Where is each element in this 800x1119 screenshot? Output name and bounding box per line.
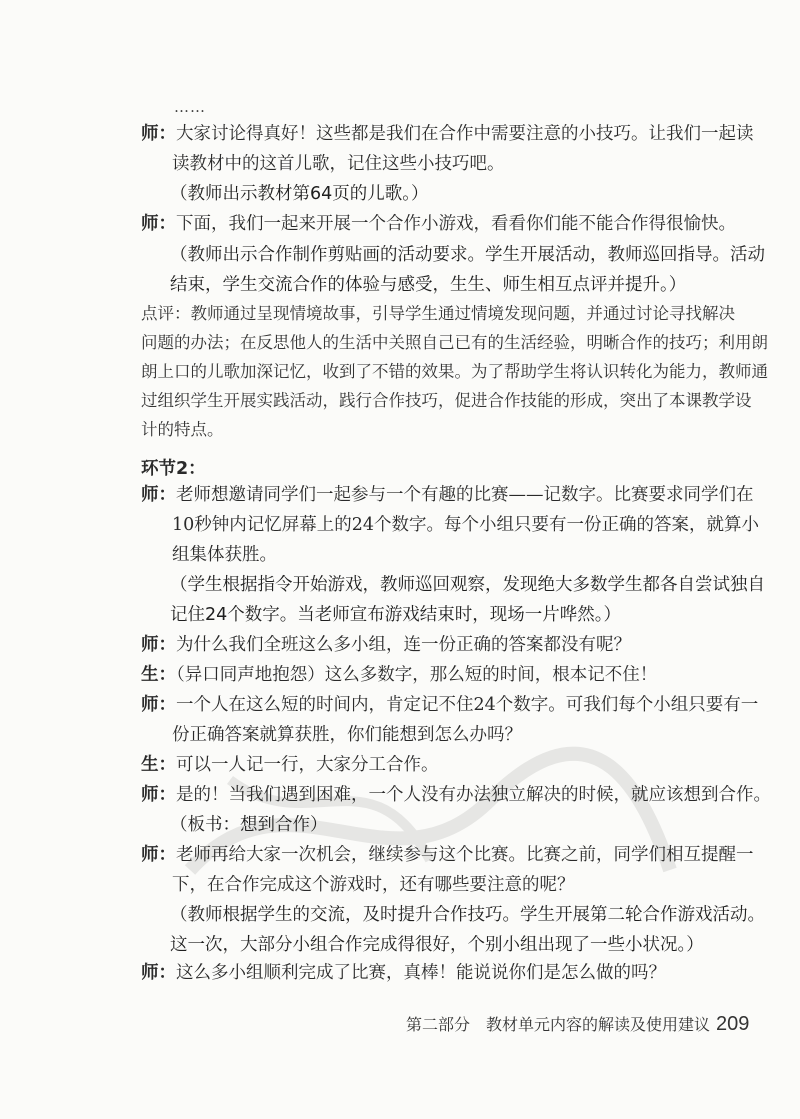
dialog-line [141,480,754,510]
dialog-line [141,690,759,720]
comment-line: 朗上口的儿歌加深记忆，收到了不错的效果。为了帮助学生将认识转化为能力，教师通 [141,362,768,381]
dialog-text: 下面，我们一起来开展一个合作小游戏，看看你们能不能合作得很愉快。 [176,214,736,234]
dialog-text: 是的！当我们遇到困难，一个人没有办法独立解决的时候，就应该想到合作。 [176,785,771,805]
stage-direction: （学生根据指令开始游戏，教师巡回观察，发现绝大多数学生都各自尝试独自 [170,575,765,595]
stage-direction: 结束，学生交流合作的体验与感受，生生、师生相互点评并提升。） [170,275,687,295]
comment-line: 点评：教师通过呈现情境故事，引导学生通过情境发现问题，并通过讨论寻找解决 [141,304,735,323]
dialog-text: 为什么我们全班这么多小组，连一份正确的答案都没有呢？ [176,635,631,655]
dialog-text: 这么多小组顺利完成了比赛，真棒！能说说你们是怎么做的吗？ [176,963,666,983]
speaker-teacher: 师： [141,635,176,655]
footer-section: 第二部分 教材单元内容的解读及使用建议 [406,1015,711,1034]
speaker-teacher: 师： [141,485,176,505]
dialog-continuation: 10秒钟内记忆屏幕上的24个数字。每个小组只要有一份正确的答案，就算小 [172,515,760,535]
dialog-text: 老师再给大家一次机会，继续参与这个比赛。比赛之前，同学们相互提醒一 [176,845,754,865]
stage-direction: （教师根据学生的交流，及时提升合作技巧。学生开展第二轮合作游戏活动。 [170,905,765,925]
stage-direction: （教师出示教材第64页的儿歌。） [170,184,429,204]
dialog-text: 可以一人记一行，大家分工合作。 [176,755,439,775]
dialog-continuation: 组集体获胜。 [172,545,277,565]
dialog-line [141,780,771,810]
stage-direction: （板书：想到合作） [170,815,328,835]
stage-direction: 这一次，大部分小组合作完成得很好，个别小组出现了一些小状况。） [170,935,704,955]
dialog-text: 老师想邀请同学们一起参与一个有趣的比赛——记数字。比赛要求同学们在 [176,485,754,505]
speaker-teacher: 师： [141,845,176,865]
dialog-line [141,630,711,660]
ellipsis: …… [174,98,206,116]
dialog-line [141,750,711,780]
speaker-student: 生： [141,755,176,775]
speaker-teacher: 师： [141,695,176,715]
stage-direction: 记住24个数字。当老师宣布游戏结束时，现场一片哗然。） [170,605,622,625]
comment-line: 过组织学生开展实践活动，践行合作技巧，促进合作技能的形成，突出了本课教学设 [141,391,752,410]
dialog-continuation: 读教材中的这首儿歌，记住这些小技巧吧。 [172,154,505,174]
dialog-line [141,660,711,690]
dialog-text: 大家讨论得真好！这些都是我们在合作中需要注意的小技巧。让我们一起读 [176,124,754,144]
comment-line: 计的特点。 [141,420,224,439]
dialog-text: 一个人在这么短的时间内，肯定记不住24个数字。可我们每个小组只要有一 [176,695,759,715]
stage-direction: （教师出示合作制作剪贴画的活动要求。学生开展活动，教师巡回指导。活动 [170,245,765,265]
speaker-student: 生： [141,665,176,685]
speaker-teacher: 师： [141,124,176,144]
dialog-text: （异口同声地抱怨）这么多数字，那么短的时间，根本记不住！ [176,665,658,685]
speaker-teacher: 师： [141,785,176,805]
dialog-continuation: 份正确答案就算获胜，你们能想到怎么办吗？ [172,725,522,745]
dialog-continuation: 下，在合作完成这个游戏时，还有哪些要注意的呢？ [172,875,575,895]
speaker-teacher: 师： [141,214,176,234]
speaker-teacher: 师： [141,963,176,983]
page-number: 209 [716,1013,750,1035]
dialog-line [141,209,736,239]
page-footer [406,1012,749,1036]
comment-line: 问题的办法；在反思他人的生活中关照自己已有的生活经验，明晰合作的技巧；利用朗 [141,333,768,352]
dialog-line [141,119,754,149]
section-title: 环节2： [141,459,206,479]
dialog-line [141,958,711,988]
dialog-line [141,840,754,870]
